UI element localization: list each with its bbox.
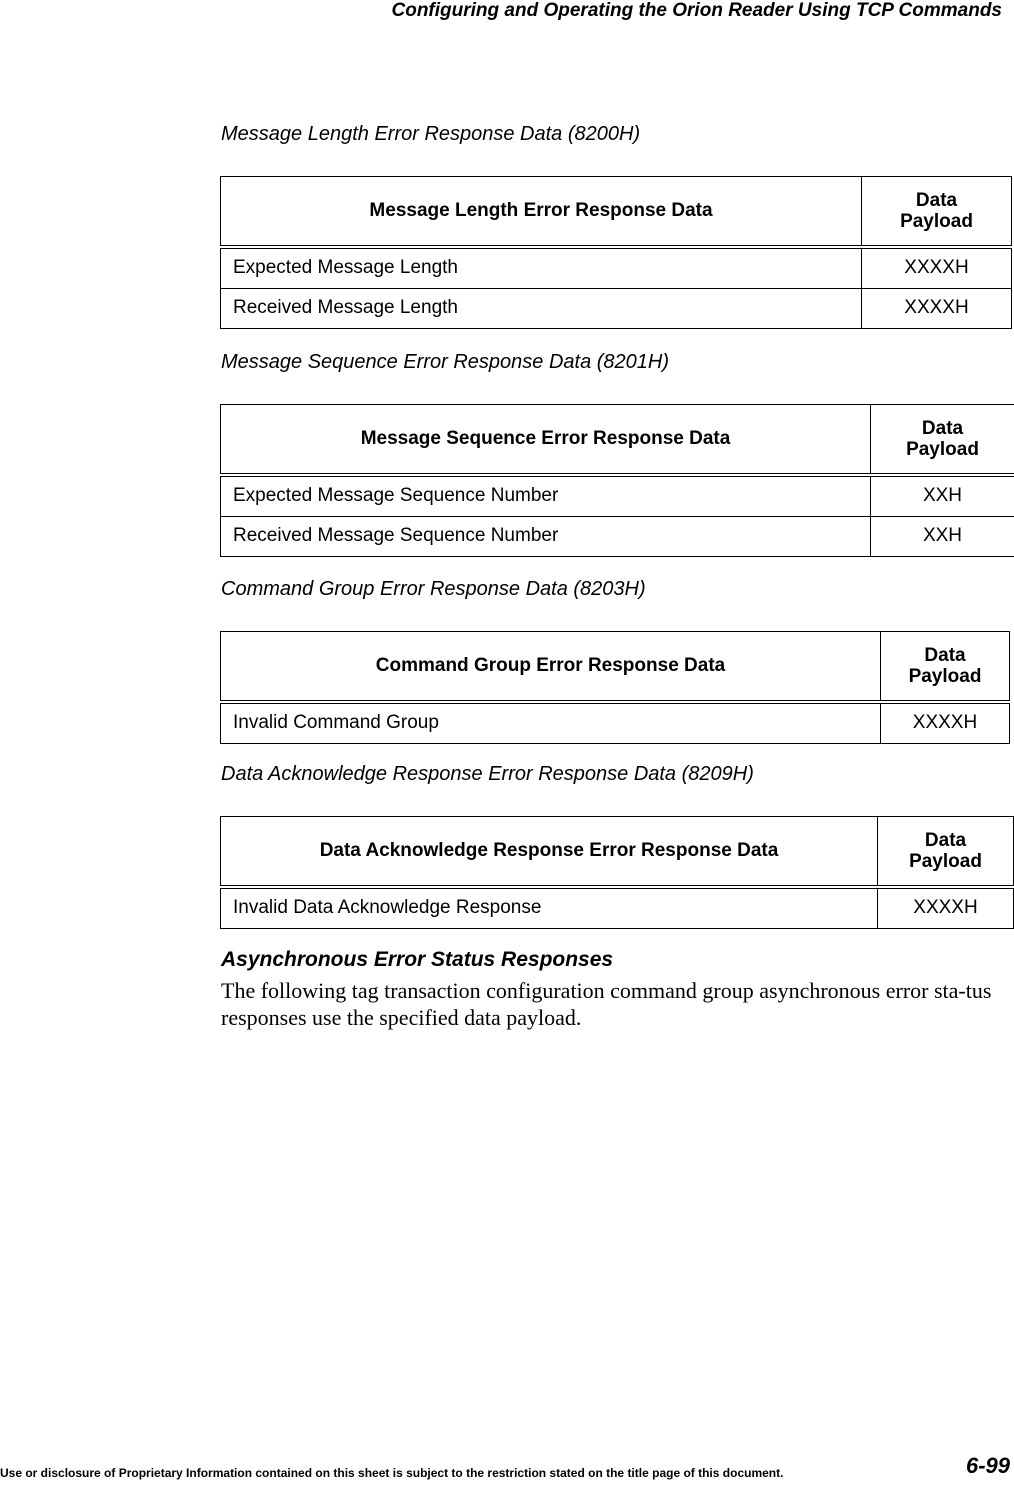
footer-proprietary-note: Use or disclosure of Proprietary Information contained on this sheet is subject to the restriction stated on the title page of this document. [0,1466,784,1480]
page-number: 6-99 [965,1453,1010,1478]
row-payload: XXXXH [862,247,1012,289]
column-header-payload: Data Payload [862,177,1012,247]
table-caption-message-sequence: Message Sequence Error Response Data (8201H) [221,351,670,373]
row-payload: XXXXH [878,887,1014,929]
column-header-description: Command Group Error Response Data [221,632,881,702]
section-heading-async-error: Asynchronous Error Status Responses [221,948,614,971]
section-body-text: The following tag transaction configuration command group asynchronous error sta-tus responses use the specified data payload. [221,978,992,1030]
column-header-description: Data Acknowledge Response Error Response Data [221,817,878,887]
row-label: Invalid Data Acknowledge Response [221,887,878,929]
row-label: Expected Message Length [221,247,862,289]
table-row [221,516,1014,556]
table-caption-message-length: Message Length Error Response Data (8200H) [221,123,641,145]
column-header-payload: Data Payload [881,632,1010,702]
table-caption-data-acknowledge: Data Acknowledge Response Error Response Data (8209H) [221,763,754,785]
command-group-error-table [220,631,1010,744]
message-length-error-table [220,176,1012,329]
message-sequence-error-table [220,404,1014,557]
table-row [221,887,1014,929]
column-header-payload: Data Payload [878,817,1014,887]
table-row [221,288,1012,328]
column-header-payload: Data Payload [871,405,1014,475]
table-row [221,247,1012,289]
row-label: Received Message Length [221,288,862,328]
data-acknowledge-error-table [220,816,1014,929]
column-header-description: Message Length Error Response Data [221,177,862,247]
table-row [221,702,1010,744]
column-header-description: Message Sequence Error Response Data [221,405,871,475]
row-payload: XXH [871,516,1014,556]
row-label: Received Message Sequence Number [221,516,871,556]
table-row [221,475,1014,517]
row-payload: XXXXH [881,702,1010,744]
row-label: Expected Message Sequence Number [221,475,871,517]
table-caption-command-group: Command Group Error Response Data (8203H) [221,578,646,600]
row-label: Invalid Command Group [221,702,881,744]
row-payload: XXH [871,475,1014,517]
row-payload: XXXXH [862,288,1012,328]
running-header: Configuring and Operating the Orion Reader Using TCP Commands [391,0,1002,21]
